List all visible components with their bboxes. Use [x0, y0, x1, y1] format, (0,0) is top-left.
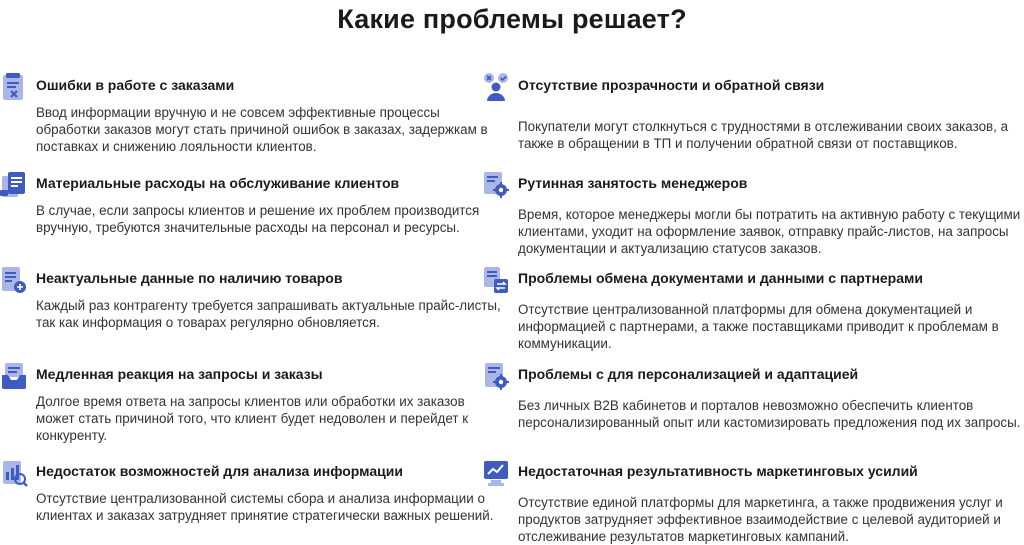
problem-description: Отсутствие централизованной платформы для обмена документацией и информацией с партнерами, а также поставщиками приводит к проблемам в коммуникации. [518, 302, 999, 351]
problem-title: Неактуальные данные по наличию товаров [36, 270, 343, 286]
problem-title: Рутинная занятость менеджеров [518, 175, 748, 191]
problem-description: Время, которое менеджеры могли бы потратить на активную работу с текущими клиентами, уходит на оформление заявок, отправку прайс-листов, на запросы документации и актуализацию статусов заказов. [518, 207, 1021, 256]
problem-description: Ввод информации вручную и не совсем эффективные процессы обработки заказов могут стать причиной ошибок в заказах, задержкам в поставках и снижению лояльности клиентов. [36, 105, 488, 154]
problem-title: Проблемы с для персонализацией и адаптацией [518, 366, 859, 382]
documents-icon [0, 170, 28, 200]
problem-title: Недостаток возможностей для анализа информации [36, 463, 403, 479]
problem-description: Каждый раз контрагенту требуется запрашивать актуальные прайс-листы, так как информация о товарах регулярно обновляется. [36, 298, 501, 330]
inbox-icon [0, 361, 28, 391]
analytics-icon [0, 458, 28, 488]
problem-title: Проблемы обмена документами и данными с партнерами [518, 270, 923, 286]
document-exchange-icon [482, 265, 510, 295]
manager-gear-icon [482, 170, 510, 200]
price-list-icon [0, 265, 28, 295]
problem-title: Недостаточная результативность маркетинговых усилий [518, 463, 918, 479]
problem-description: Отсутствие единой платформы для маркетинга, а также продвижения услуг и продуктов затрудняет эффективное взаимодействие с целевой аудиторией и отслеживание результатов маркетинговых кампаний. [518, 495, 1003, 544]
problem-description: Без личных B2B кабинетов и порталов невозможно обеспечить клиентов персонализированный опыт или кастомизировать предложения под их запросы. [518, 398, 1021, 430]
problem-description: В случае, если запросы клиентов и решение их проблем производится вручную, требуются значительные расходы на персонал и ресурсы. [36, 203, 480, 235]
problem-title: Отсутствие прозрачности и обратной связи [518, 77, 825, 93]
problem-description: Долгое время ответа на запросы клиентов или обработки их заказов может стать причиной того, что клиент будет недоволен и перейдет к конкуренту. [36, 394, 469, 443]
personalization-gear-icon [482, 361, 510, 391]
problem-title: Материальные расходы на обслуживание клиентов [36, 175, 400, 191]
problem-description: Отсутствие централизованной системы сбора и анализа информации о клиентах и заказах затрудняет принятие стратегически важных решений. [36, 491, 494, 523]
person-feedback-icon [482, 72, 510, 102]
clipboard-icon [0, 72, 28, 102]
problem-title: Медленная реакция на запросы и заказы [36, 366, 323, 382]
problem-title: Ошибки в работе с заказами [36, 77, 235, 93]
page-title: Какие проблемы решает? [337, 4, 687, 34]
marketing-chart-icon [482, 458, 510, 488]
problem-description: Покупатели могут столкнуться с трудностями в отслеживании своих заказов, а также в обращении в ТП и получении обратной связи от поставщиков. [518, 119, 1009, 151]
